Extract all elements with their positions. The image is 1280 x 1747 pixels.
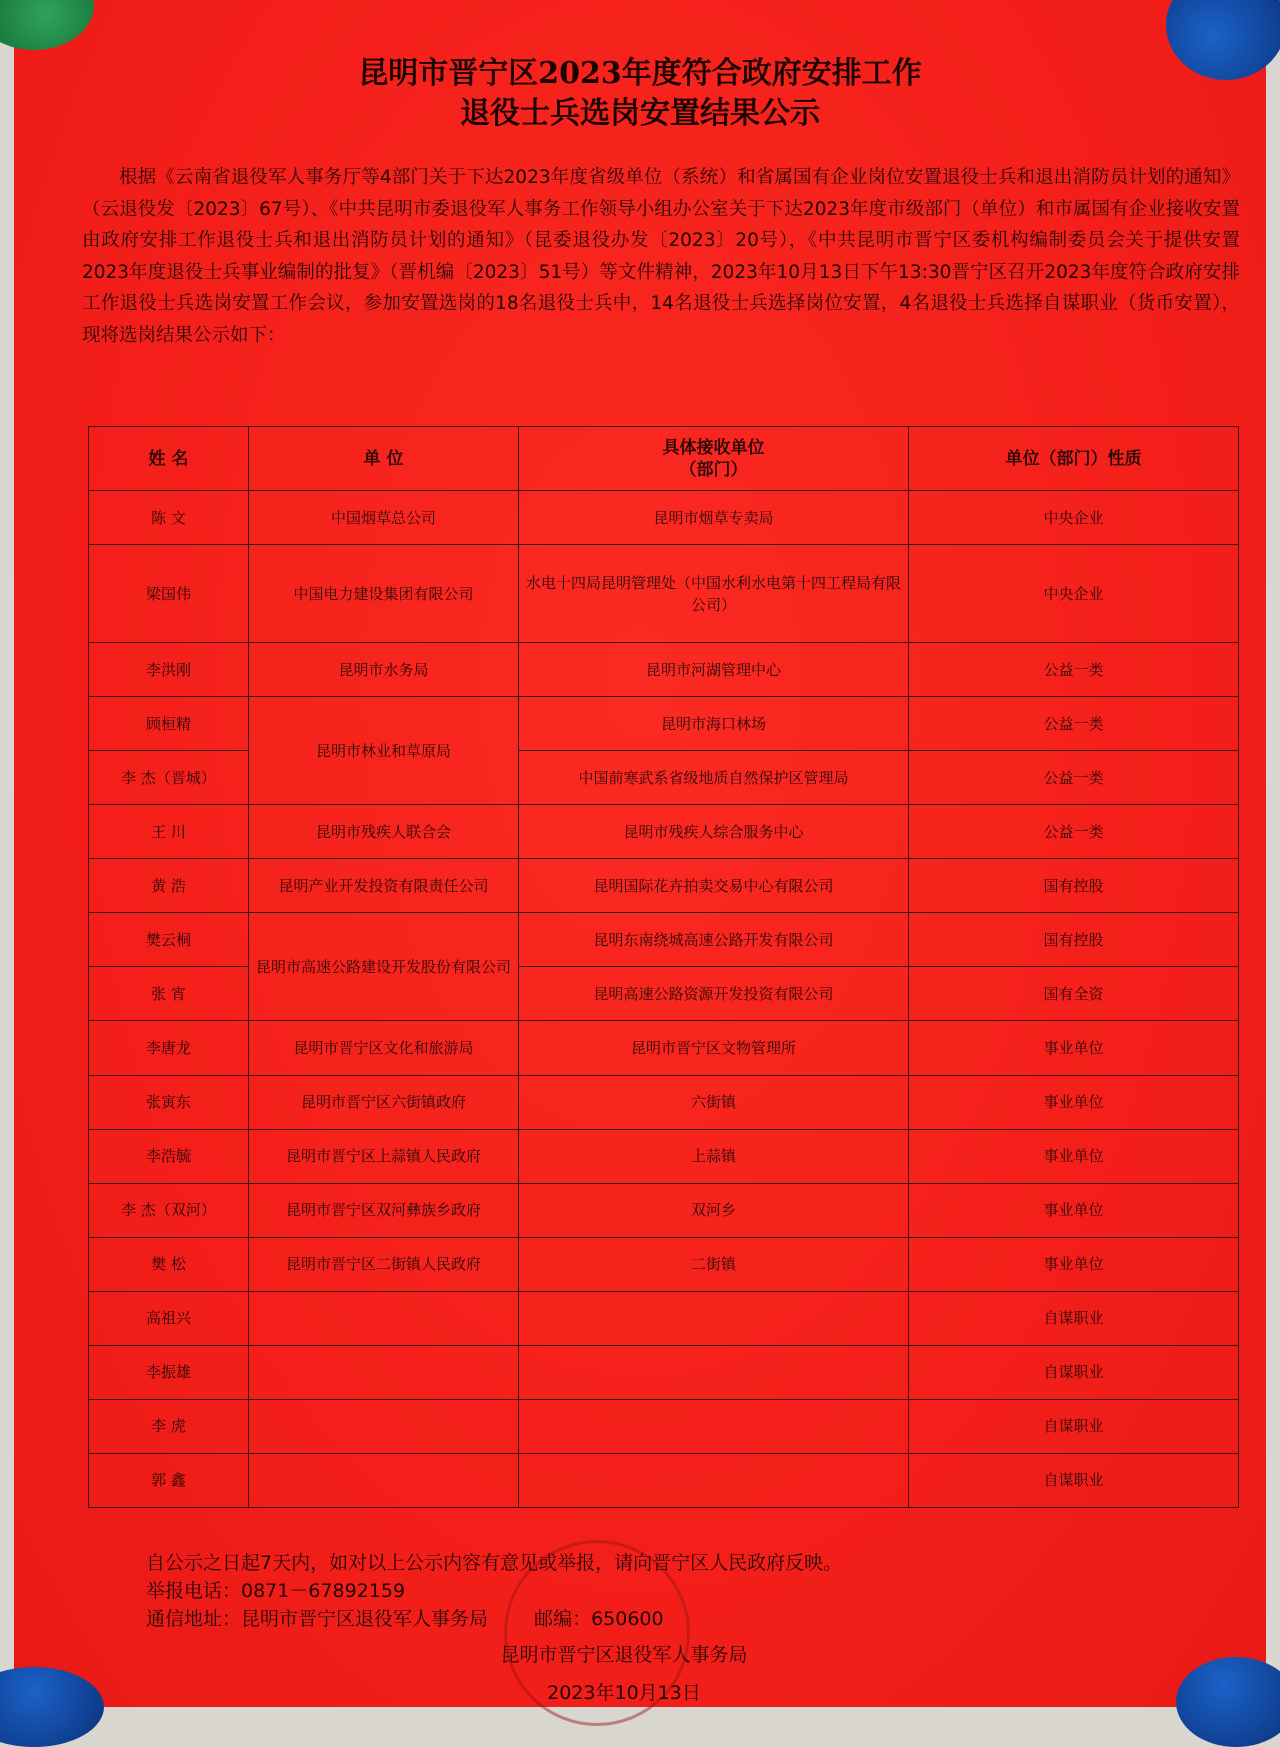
cell-nature: 自谋职业 bbox=[909, 1345, 1239, 1399]
cell-name: 李 虎 bbox=[89, 1399, 249, 1453]
cell-nature: 自谋职业 bbox=[909, 1291, 1239, 1345]
report-phone: 举报电话：0871－67892159 bbox=[146, 1580, 406, 1602]
placement-table bbox=[88, 426, 1239, 1508]
cell-unit: 昆明产业开发投资有限责任公司 bbox=[249, 859, 519, 913]
cell-nature: 事业单位 bbox=[909, 1021, 1239, 1075]
address-text: 通信地址：昆明市晋宁区退役军人事务局 bbox=[146, 1608, 489, 1630]
table-row bbox=[89, 805, 1239, 859]
cell-nature: 中央企业 bbox=[909, 491, 1239, 545]
table-row bbox=[89, 859, 1239, 913]
cell-name: 樊云桐 bbox=[89, 913, 249, 967]
cell-dept: 水电十四局昆明管理处（中国水利水电第十四工程局有限公司） bbox=[519, 545, 909, 643]
cell-name: 王 川 bbox=[89, 805, 249, 859]
cell-nature: 自谋职业 bbox=[909, 1453, 1239, 1507]
page-subtitle: 退役士兵选岗安置结果公示 bbox=[460, 96, 820, 131]
table-row bbox=[89, 1399, 1239, 1453]
cell-dept bbox=[519, 1345, 909, 1399]
table-header-row bbox=[89, 427, 1239, 491]
cell-unit: 昆明市林业和草原局 bbox=[249, 697, 519, 805]
cell-name: 高祖兴 bbox=[89, 1291, 249, 1345]
cell-name: 李洪刚 bbox=[89, 643, 249, 697]
cell-unit: 昆明市晋宁区文化和旅游局 bbox=[249, 1021, 519, 1075]
green-pin-icon bbox=[0, 0, 94, 50]
table-row bbox=[89, 491, 1239, 545]
cell-name: 李 杰（晋城） bbox=[89, 751, 249, 805]
cell-name: 张 宵 bbox=[89, 967, 249, 1021]
cell-nature: 中央企业 bbox=[909, 545, 1239, 643]
table-row bbox=[89, 1183, 1239, 1237]
cell-dept: 昆明市烟草专卖局 bbox=[519, 491, 909, 545]
cell-dept: 二街镇 bbox=[519, 1237, 909, 1291]
cell-dept: 六街镇 bbox=[519, 1075, 909, 1129]
objection-notice: 自公示之日起7天内，如对以上公示内容有意见或举报，请向晋宁区人民政府反映。 bbox=[146, 1552, 843, 1574]
cell-nature: 公益一类 bbox=[909, 643, 1239, 697]
table-row bbox=[89, 643, 1239, 697]
cell-name: 黄 浩 bbox=[89, 859, 249, 913]
cell-dept: 上蒜镇 bbox=[519, 1129, 909, 1183]
cell-name: 郭 鑫 bbox=[89, 1453, 249, 1507]
header-dept-line2: （部门） bbox=[679, 459, 748, 480]
cell-dept: 昆明东南绕城高速公路开发有限公司 bbox=[519, 913, 909, 967]
cell-name: 李唐龙 bbox=[89, 1021, 249, 1075]
cell-nature: 国有全资 bbox=[909, 967, 1239, 1021]
cell-dept bbox=[519, 1399, 909, 1453]
notice-poster bbox=[14, 0, 1266, 1707]
cell-name: 李浩毓 bbox=[89, 1129, 249, 1183]
blue-pin-icon bbox=[1176, 1657, 1280, 1747]
blue-pin-icon bbox=[0, 1667, 104, 1747]
cell-name: 陈 文 bbox=[89, 491, 249, 545]
issuing-authority: 昆明市晋宁区退役军人事务局 bbox=[500, 1644, 748, 1666]
issue-date: 2023年10月13日 bbox=[547, 1682, 701, 1704]
cell-unit bbox=[249, 1291, 519, 1345]
cell-dept: 昆明市残疾人综合服务中心 bbox=[519, 805, 909, 859]
cell-nature: 事业单位 bbox=[909, 1075, 1239, 1129]
table-row bbox=[89, 1345, 1239, 1399]
cell-nature: 事业单位 bbox=[909, 1237, 1239, 1291]
table-row bbox=[89, 1129, 1239, 1183]
cell-name: 李振雄 bbox=[89, 1345, 249, 1399]
cell-dept: 昆明国际花卉拍卖交易中心有限公司 bbox=[519, 859, 909, 913]
table-row bbox=[89, 1291, 1239, 1345]
cell-nature: 国有控股 bbox=[909, 913, 1239, 967]
cell-dept: 昆明高速公路资源开发投资有限公司 bbox=[519, 967, 909, 1021]
cell-name: 梁国伟 bbox=[89, 545, 249, 643]
cell-dept bbox=[519, 1291, 909, 1345]
header-name: 姓 名 bbox=[89, 427, 249, 491]
cell-unit: 昆明市晋宁区二街镇人民政府 bbox=[249, 1237, 519, 1291]
table-row bbox=[89, 545, 1239, 643]
cell-unit: 昆明市水务局 bbox=[249, 643, 519, 697]
header-dept bbox=[519, 427, 909, 491]
cell-nature: 公益一类 bbox=[909, 697, 1239, 751]
cell-nature: 自谋职业 bbox=[909, 1399, 1239, 1453]
cell-nature: 公益一类 bbox=[909, 751, 1239, 805]
table-row bbox=[89, 1237, 1239, 1291]
zip-code: 邮编：650600 bbox=[534, 1608, 664, 1630]
header-nature: 单位（部门）性质 bbox=[909, 427, 1239, 491]
cell-name: 李 杰（双河） bbox=[89, 1183, 249, 1237]
table-row bbox=[89, 1075, 1239, 1129]
intro-paragraph: 根据《云南省退役军人事务厅等4部门关于下达2023年度省级单位（系统）和省属国有企业岗位安置退役士兵和退出消防员计划的通知》（云退役发〔2023〕67号）、《中共昆明市委退役军人事务工作领导小组办公室关于下达2023年度市级部门（单位）和市属国有企业接收安置由政府安排工作退役士兵和退出消防员计划的通知》（昆委退役办发〔2023〕20号），《中共昆明市晋宁区委机构编制委员会关于提供安置2023年度退役士兵事业编制的批复》（晋机编〔2023〕51号）等文件精神，2023年10月13日下午13:30晋宁区召开2023年度符合政府安排工作退役士兵选岗安置工作会议，参加安置选岗的18名退役士兵中，14名退役士兵选择岗位安置，4名退役士兵选择自谋职业（货币安置），现将选岗结果公示如下： bbox=[82, 167, 1240, 346]
cell-nature: 事业单位 bbox=[909, 1129, 1239, 1183]
header-dept-line1: 具体接收单位 bbox=[662, 437, 765, 458]
cell-unit: 昆明市晋宁区上蒜镇人民政府 bbox=[249, 1129, 519, 1183]
table-row bbox=[89, 1453, 1239, 1507]
cell-unit: 昆明市残疾人联合会 bbox=[249, 805, 519, 859]
mailing-address bbox=[146, 1604, 664, 1631]
cell-dept: 昆明市河湖管理中心 bbox=[519, 643, 909, 697]
cell-unit: 中国电力建设集团有限公司 bbox=[249, 545, 519, 643]
cell-name: 樊 松 bbox=[89, 1237, 249, 1291]
cell-unit: 昆明市晋宁区六街镇政府 bbox=[249, 1075, 519, 1129]
table-row bbox=[89, 1021, 1239, 1075]
table-row bbox=[89, 913, 1239, 967]
cell-name: 顾桓精 bbox=[89, 697, 249, 751]
cell-dept: 昆明市海口林场 bbox=[519, 697, 909, 751]
cell-nature: 公益一类 bbox=[909, 805, 1239, 859]
cell-unit bbox=[249, 1345, 519, 1399]
cell-unit: 中国烟草总公司 bbox=[249, 491, 519, 545]
cell-nature: 国有控股 bbox=[909, 859, 1239, 913]
cell-unit bbox=[249, 1453, 519, 1507]
cell-dept bbox=[519, 1453, 909, 1507]
page-title: 昆明市晋宁区2023年度符合政府安排工作 bbox=[358, 56, 922, 91]
cell-dept: 双河乡 bbox=[519, 1183, 909, 1237]
cell-dept: 昆明市晋宁区文物管理所 bbox=[519, 1021, 909, 1075]
cell-nature: 事业单位 bbox=[909, 1183, 1239, 1237]
cell-unit: 昆明市晋宁区双河彝族乡政府 bbox=[249, 1183, 519, 1237]
table-row bbox=[89, 697, 1239, 751]
header-unit: 单 位 bbox=[249, 427, 519, 491]
cell-unit bbox=[249, 1399, 519, 1453]
cell-dept: 中国前寒武系省级地质自然保护区管理局 bbox=[519, 751, 909, 805]
cell-unit: 昆明市高速公路建设开发股份有限公司 bbox=[249, 913, 519, 1021]
cell-name: 张寅东 bbox=[89, 1075, 249, 1129]
